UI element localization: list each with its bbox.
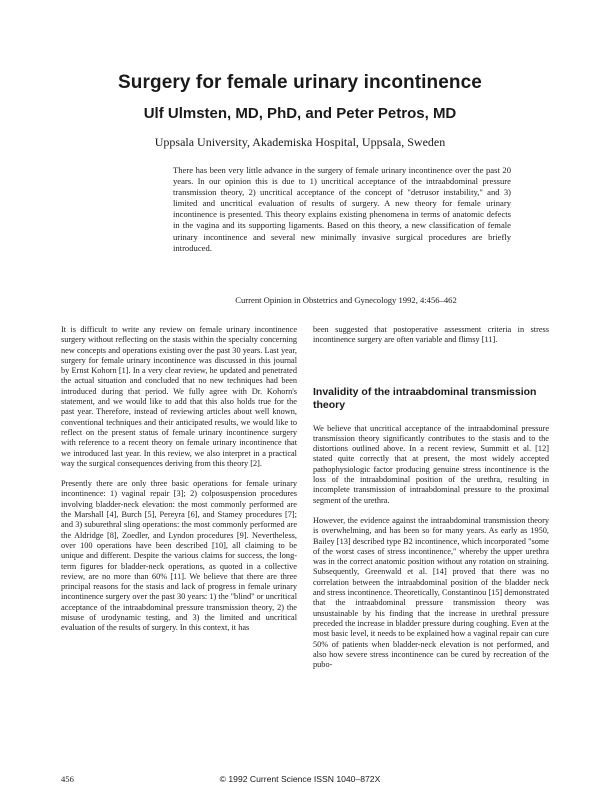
body-paragraph: However, the evidence against the intraabdominal transmission theory is overwhelming, and has been so for many years. As early as 1950, Bailey [13] described type B2 incontinence, which incorporated "some of the worst cases of stress incontinence," whereby the upper urethra was in the correct anatomic position without any rotation on straining. Subsequently, Greenwald et al. [14] proved that there was no correlation between the intraabdominal position of the bladder neck and stress incontinence. Theoretically, Constantinou [15] demonstrated that the intraabdominal pressure transmission theory was unsustainable by his finding that the increase in urethral pressure preceded the increase in bladder pressure during coughing. Even at the most basic level, it needs to be explained how a vaginal repair can cure 50% of patients when bladder-neck elevation is not performed, and also how severe stress incontinence can be cured by recreation of the pubo- — [313, 515, 549, 670]
section-heading: Invalidity of the intraabdominal transmission theory — [313, 385, 537, 411]
journal-citation: Current Opinion in Obstetrics and Gynecology 1992, 4:456–462 — [235, 295, 457, 305]
copyright-notice: © 1992 Current Science ISSN 1040–872X — [219, 774, 381, 784]
abstract: There has been very little advance in the surgery of female urinary incontinence over the past 20 years. In our opinion this is due to 1) uncritical acceptance of the intraabdominal pressure transmission theory, 2) uncritical acceptance of the concept of "detrusor instability," and 3) limited and uncritical evaluation of results of surgery. A new theory for female urinary incontinence is presented. This theory explains existing phenomena in terms of anatomic defects in the vagina and its supporting ligaments. Based on this theory, a new classification of female urinary incontinence and several new minimally invasive surgical procedures are briefly introduced. — [173, 165, 511, 253]
author-affiliation: Uppsala University, Akademiska Hospital, Uppsala, Sweden — [154, 135, 446, 149]
article-authors: Ulf Ulmsten, MD, PhD, and Peter Petros, MD — [143, 105, 457, 122]
page-number: 456 — [61, 774, 74, 784]
left-column — [61, 325, 297, 644]
body-paragraph: been suggested that postoperative assessment criteria in stress incontinence surgery are often variable and flimsy [11]. — [313, 325, 549, 345]
body-paragraph: Presently there are only three basic operations for female urinary incontinence: 1) vaginal repair [3]; 2) colposuspension procedures involving bladder-neck elevation: the most commonly performed are the Marshall [4], Burch [5], Pereyra [6], and Stamey procedures [7]; and 3) suburethral sling operations: the most commonly performed are the Aldridge [8], Zoedler, and Lyndon procedures [9]. Nevertheless, over 100 operations have been described [10], all claiming to be unique and different. Despite the various claims for success, the long-term figures for bladder-neck operations, as quoted in a collective review, are no more than 60% [11]. We believe that there are three principal reasons for the stasis and lack of progress in female urinary incontinence surgery over the past 30 years: 1) the "blind" or uncritical acceptance of the intraabdominal pressure transmission theory, 2) the misuse of urodynamic testing, and 3) the limited and uncritical evaluation of the results of surgery. In this context, it has — [61, 479, 297, 633]
right-column — [313, 325, 549, 680]
body-paragraph: It is difficult to write any review on female urinary incontinence surgery without reflecting on the stasis within the specialty concerning new concepts and operations existing over the past 30 years. Last year, surgery for female urinary incontinence was discussed in this journal by Ernst Kohorn [1]. In a very clear review, he updated and penetrated the actual situation and concluded that no new techniques had been introduced during that period. We fully agree with Dr. Kohorn's statement, and we would like to add that this also holds true for the past year. Therefore, instead of reviewing articles about well known, conventional techniques and their anticipated results, we would like to reflect on the present status of female urinary incontinence surgery with reference to a recent theory on female urinary incontinence that we introduced last year. In this review, we also interpret in a practical way the surgical consequences deriving from this theory [2]. — [61, 325, 297, 468]
body-paragraph: We believe that uncritical acceptance of the intraabdominal pressure transmission theory significantly contributes to the stasis and to the distortions outlined above. In a recent review, Summitt et al. [12] stated quite correctly that at present, the most widely accepted pathophysiologic factor producing genuine stress incontinence is the loss of the intraabdominal position of the urethra, resulting in incomplete transmission of intraabdominal pressure to the proximal segment of the urethra. — [313, 423, 549, 505]
article-title: Surgery for female urinary incontinence — [118, 72, 482, 93]
